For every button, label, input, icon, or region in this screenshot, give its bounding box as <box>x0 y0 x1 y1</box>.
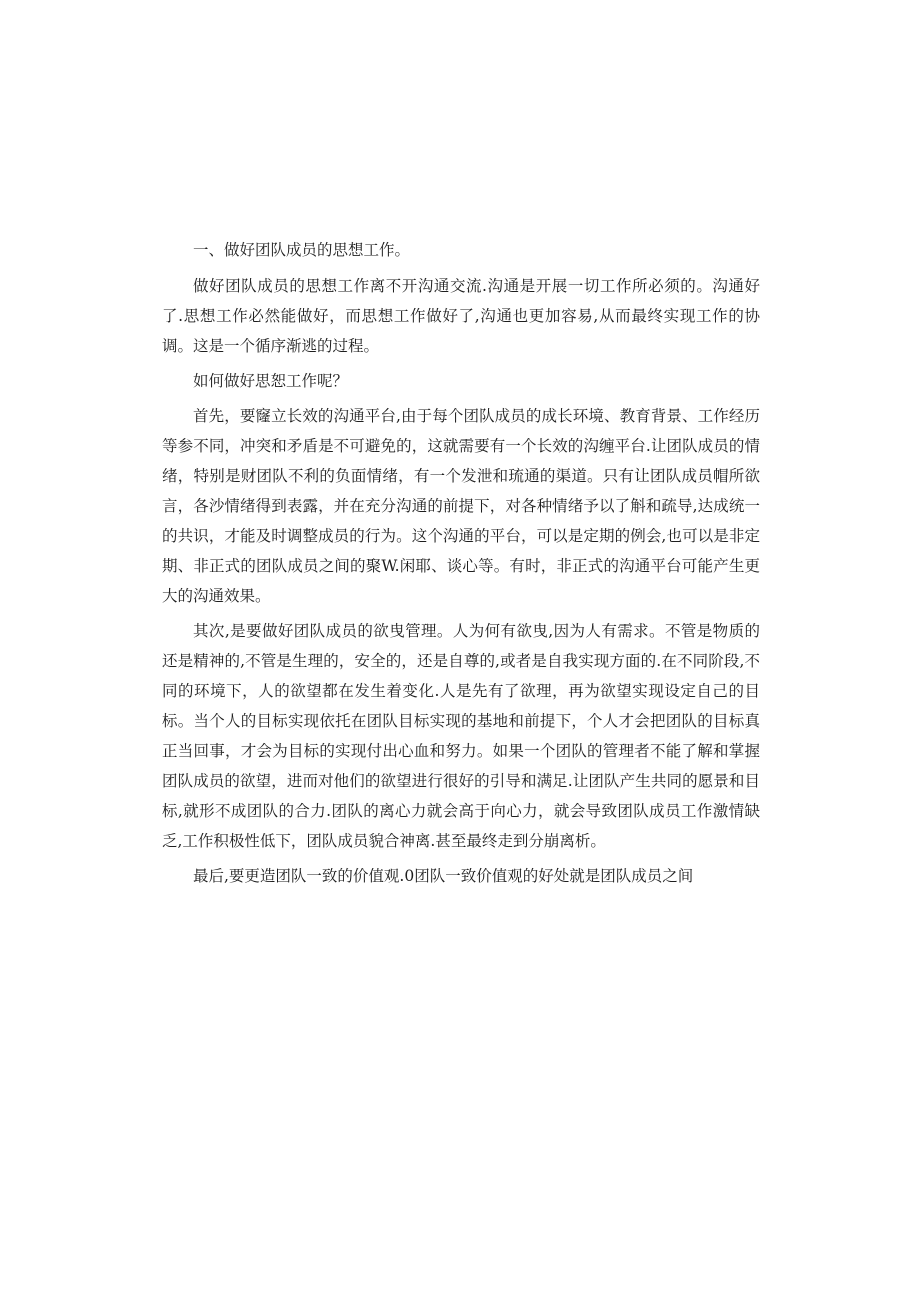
paragraph-last-point: 最后,要更造团队一致的价值观.0团队一致价值观的好处就是团队成员之间 <box>193 867 694 885</box>
paragraph-second-point: 其次,是要做好团队成员的欲曳管理。人为何有欲曳,因为人有需求。不管是物质的还是精神的,不管是生理的，安全的，还是自尊的,或者是自我实现方面的.在不同阶段,不同的环境下，人的欲望都在发生着变化.人是先有了欲理，再为欲望实现设定自己的目标。当个人的目标实现依托在团队目标实现的基地和前提下，个人才会把团队的目标真正当回事，才会为目标的实现付出心血和努力。如果一个团队的管理者不能了解和掌握团队成员的欲望，进而对他们的欲望进行很好的引导和满足.让团队产生共同的愿景和目标,就形不成团队的合力.团队的离心力就会高于向心力，就会导致团队成员工作激情缺乏,工作积极性低下，团队成员貌合神离.甚至最终走到分崩离析。 <box>162 622 760 850</box>
paragraph-communication: 做好团队成员的思想工作离不开沟通交流.沟通是开展一切工作所必须的。沟通好了.思想工作必然能做好，而思想工作做好了,沟通也更加容易,从而最终实现工作的协调。这是一个循序渐逃的过程。 <box>162 277 760 355</box>
document-body <box>162 235 760 896</box>
paragraph-question: 如何做好思恕工作呢？ <box>193 372 349 390</box>
section-heading: 一、做好团队成员的思想工作。 <box>193 241 411 259</box>
paragraph-first-point: 首先，要窿立长效的沟通平台,由于每个团队成员的成长环境、教育背景、工作经历等参不同，冲突和矛盾是不可避免的，这就需要有一个长效的沟缠平台.让团队成员的情绪，特别是财团队不利的负面情绪，有一个发泄和琉通的渠道。只有让团队成员帽所欲言，各沙情绪得到表露，并在充分沟通的前提下，对各种情绪予以了斛和疏导,达成统一的共识，才能及时调整成员的行为。这个沟通的平台，可以是定期的例会,也可以是非定期、非正式的团队成员之间的聚W.闲耶、谈心等。有时，非正式的沟通平台可能产生更大的沟通效果。 <box>162 407 760 605</box>
